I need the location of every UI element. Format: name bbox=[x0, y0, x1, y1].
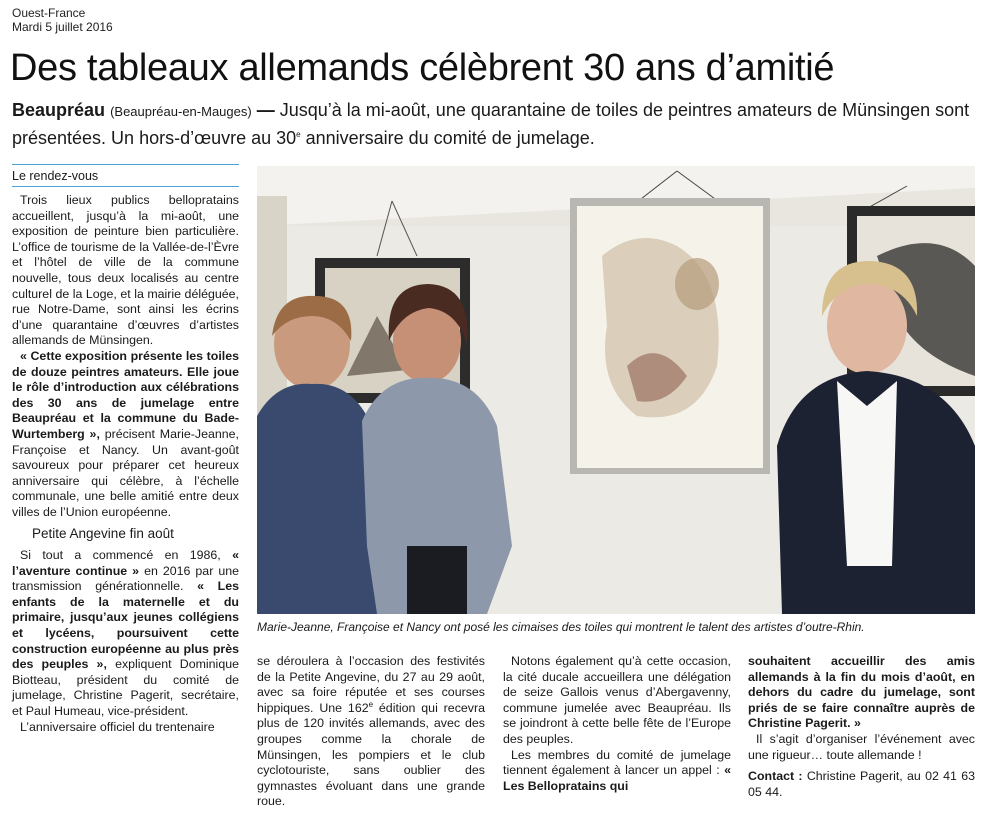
publication-date: Mardi 5 juillet 2016 bbox=[12, 20, 113, 34]
col2-text-a: se déroulera à l’occasion des festivités de la Petite Angevine, du 27 au 29 août, avec sa foire réputée et ses courses hippiques. Une 162 bbox=[257, 654, 485, 715]
col1-paragraph-4-rest: expliquent Dominique Biotteau, président du comité de jumelage, Christine Pagerit, secrétaire, et Paul Humeau, vice-président. bbox=[12, 657, 239, 718]
article-column-4 bbox=[748, 654, 975, 800]
lead-text: Jusqu’à la mi-août, une quarantaine de toiles de peintres amateurs de Münsingen sont présentées. Un hors-d’œuvre au 30 bbox=[12, 100, 970, 148]
article-column-1 bbox=[12, 193, 239, 735]
article-column-3 bbox=[503, 654, 731, 794]
article-photo bbox=[257, 166, 975, 614]
subheading: Petite Angevine fin août bbox=[32, 526, 174, 542]
publication-info bbox=[12, 6, 113, 34]
article-column-2 bbox=[257, 654, 485, 810]
col1-paragraph-5: L’anniversaire officiel du trentenaire bbox=[20, 719, 215, 734]
lead-dash: — bbox=[256, 100, 275, 120]
col3-paragraph-2-a: Les membres du comité de jumelage tiennent également à lancer un appel : bbox=[503, 747, 731, 778]
lead-sup: e bbox=[296, 130, 301, 139]
col1-paragraph-2-rest: précisent Marie-Jeanne, Françoise et Nancy. Un avant-goût savoureux pour préparer cet heureux anniversaire qui célèbre, à l’échelle communale, une belle amitié entre deux villes de l’Union européenne. bbox=[12, 426, 239, 519]
lead-text-end: anniversaire du comité de jumelage. bbox=[300, 128, 595, 148]
photo-caption: Marie-Jeanne, Françoise et Nancy ont posé les cimaises des toiles qui montrent le talent des artistes d’outre-Rhin. bbox=[257, 620, 865, 634]
photo-illustration bbox=[257, 166, 975, 614]
contact-label: Contact : bbox=[748, 769, 803, 784]
col3-quote: « Les Bellopratains qui bbox=[503, 763, 731, 793]
col2-sup: e bbox=[368, 699, 374, 709]
lead-sublocation: (Beaupréau-en-Mauges) bbox=[110, 104, 252, 119]
col1-quote-2: « Les enfants de la maternelle et du primaire, jusqu’aux jeunes collégiens et lycéens, poursuivent cette construction européenne au plus près des peuples », bbox=[12, 579, 239, 672]
col1-paragraph-2 bbox=[12, 349, 239, 521]
headline: Des tableaux allemands célèbrent 30 ans d’amitié bbox=[10, 47, 835, 89]
col1-paragraph-3-quote: « l’aventure continue » bbox=[12, 548, 239, 578]
lead-location: Beaupréau bbox=[12, 100, 106, 120]
col2-paragraph bbox=[257, 654, 485, 810]
col2-text-b: édition qui recevra plus de 120 invités allemands, avec des groupes comme la chorale de Münsingen, les pompiers et le club cyclotouriste, sans oublier des gymnastes évoluant dans une grande roue. bbox=[257, 700, 485, 809]
lead-paragraph bbox=[12, 97, 972, 151]
col4-quote-text: souhaitent accueillir des amis allemands à la fin du mois d’août, en dehors du cadre du jumelage, sont priés de se faire connaître auprès de Christine Pagerit. » bbox=[748, 654, 975, 731]
col1-paragraph-3 bbox=[12, 548, 239, 720]
col3-paragraph-2 bbox=[503, 748, 731, 795]
contact-line bbox=[748, 769, 975, 800]
publication-name: Ouest-France bbox=[12, 6, 86, 20]
col4-quote bbox=[748, 654, 975, 732]
contact-text: Christine Pagerit, au 02 41 63 05 44. bbox=[748, 769, 975, 799]
col3-paragraph-1: Notons également qu’à cette occasion, la cité ducale accueillera une délégation de seize Gallois venus d’Abergavenny, commune jumelée avec Beaupréau. Ils se joindront à cette belle fête de l’Europe des peuples. bbox=[503, 654, 731, 746]
col1-quote: « Cette exposition présente les toiles de douze peintres amateurs. Elle joue le rôle d’introduction aux célébrations des 30 ans de jumelage entre Beaupréau et la commune du Bade-Wurtemberg », bbox=[12, 348, 239, 441]
section-label-rendez-vous: Le rendez-vous bbox=[12, 164, 239, 187]
col1-paragraph-3-a: Si tout a commencé en 1986, bbox=[20, 548, 221, 563]
col4-paragraph-2: Il s’agit d’organiser l’événement avec une rigueur… toute allemande ! bbox=[748, 731, 975, 762]
col1-paragraph-1: Trois lieux publics bellopratains accueillent, jusqu’à la mi-août, une exposition de peinture bien particulière. L’office de tourisme de la Vallée-de-l’Èvre et l’hôtel de ville de la commune nouvelle, tous deux localisés au centre culturel de la Loge, et la mairie déléguée, rue Notre-Dame, sont ainsi les écrins d’une quarantaine d’œuvres d’artistes allemands de Münsingen. bbox=[12, 193, 239, 348]
col1-paragraph-3-b: en 2016 par une transmission générationnelle. bbox=[12, 563, 240, 594]
